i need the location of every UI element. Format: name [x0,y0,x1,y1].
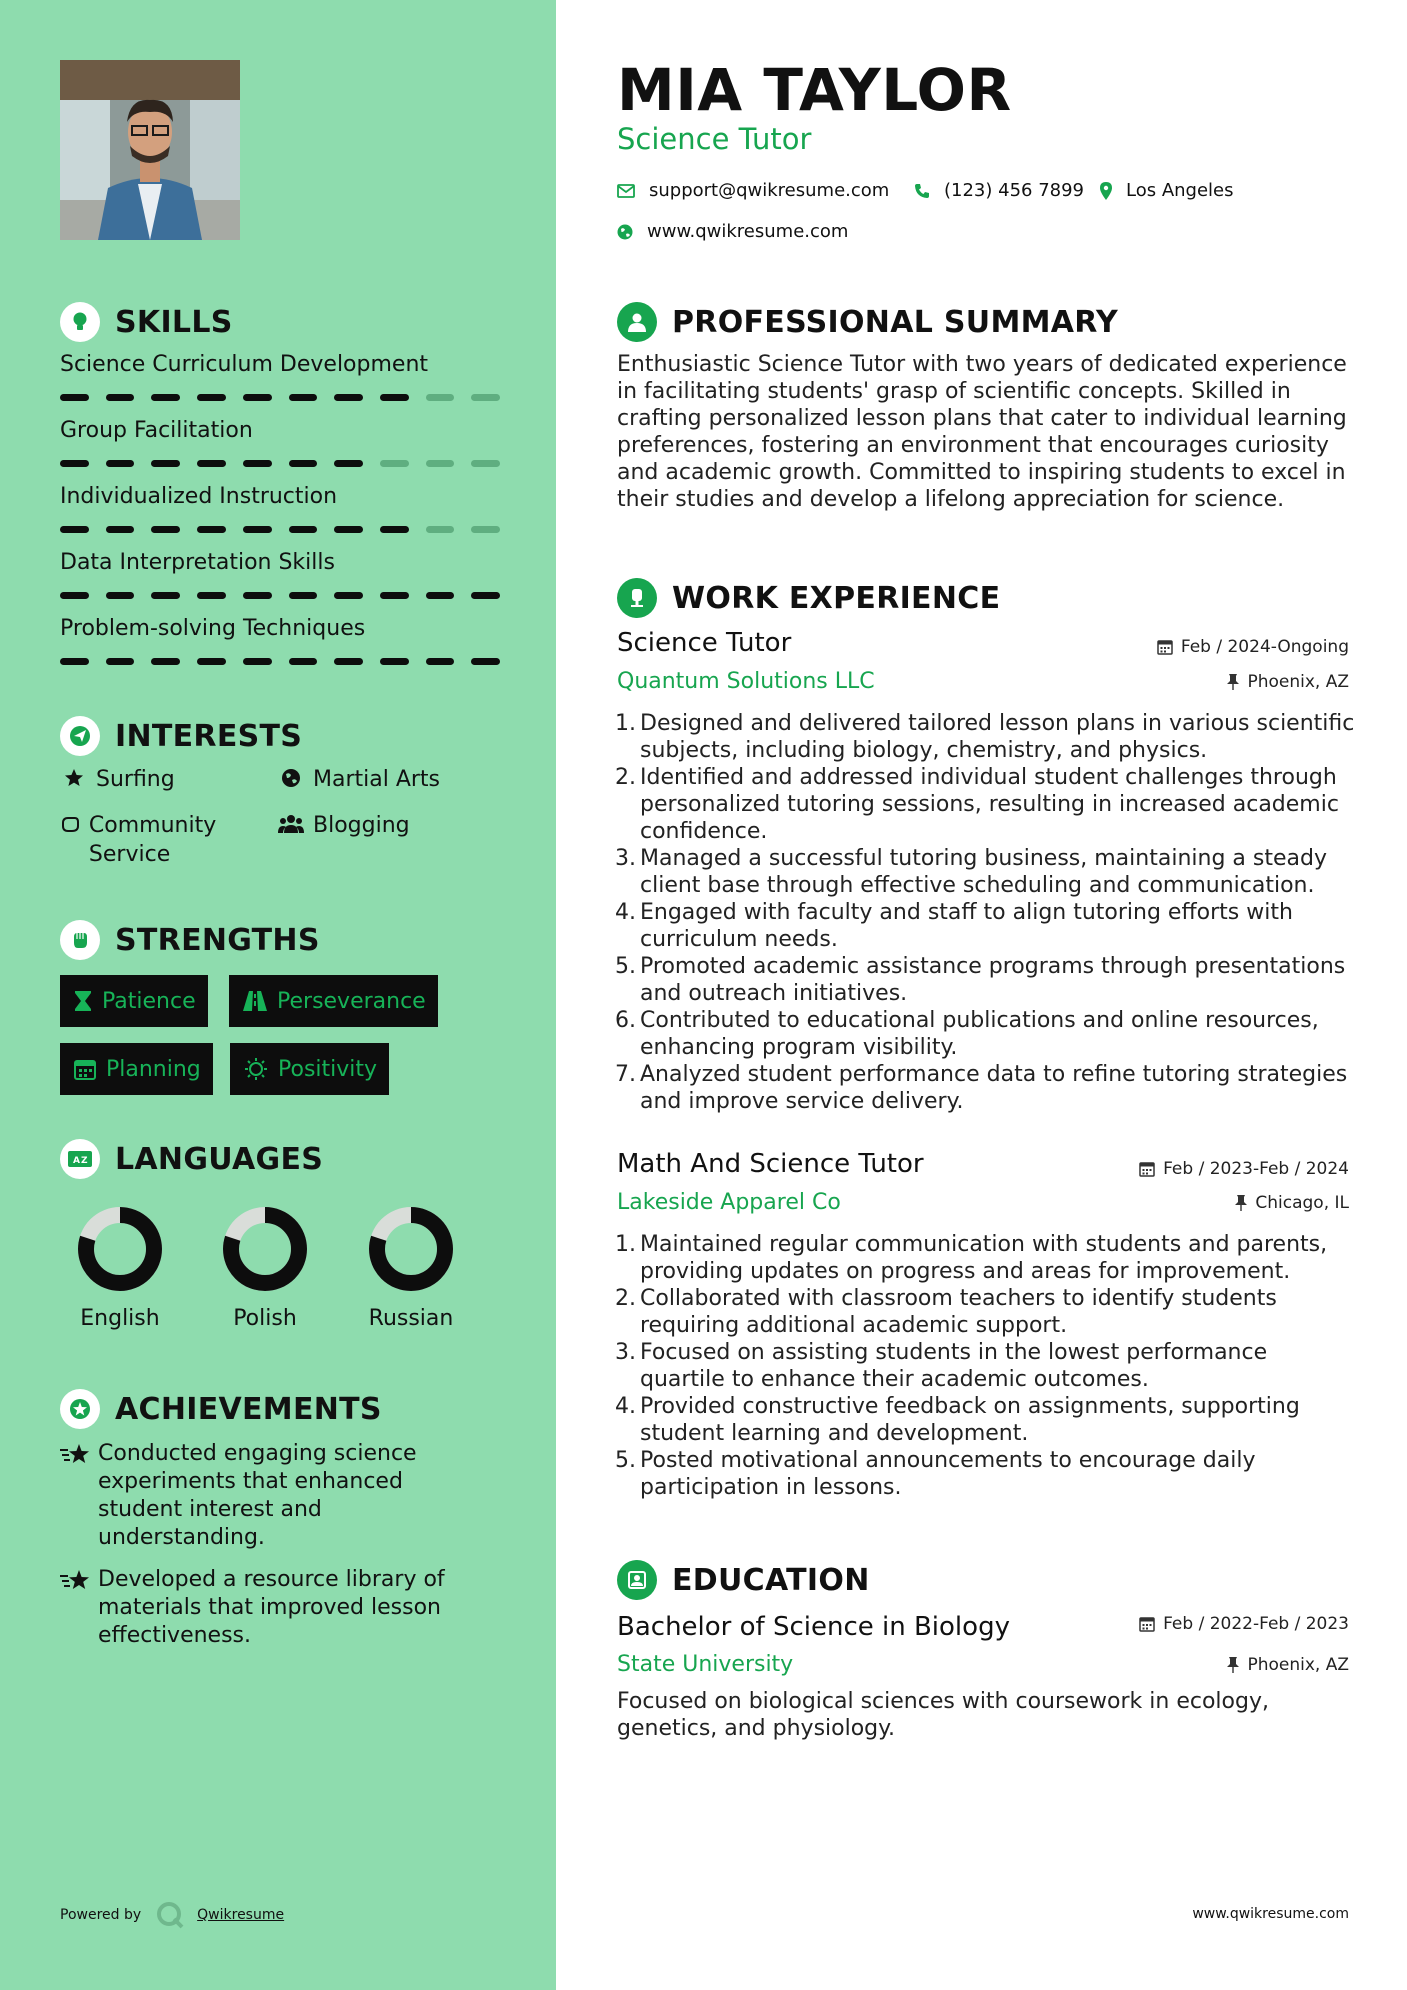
qwikresume-link[interactable]: Qwikresume [197,1907,285,1923]
star-badge-icon [60,1389,100,1429]
job-duties [612,710,1357,1115]
skill-level-segment [243,526,272,533]
skill-level-segment [289,658,318,665]
location-text: Los Angeles [1126,180,1234,201]
duty-text: Focused on assisting students in the lowest performance quartile to enhance their academic outcomes. [640,1340,1268,1392]
duty-text: Designed and delivered tailored lesson plans in various scientific subjects, including biology, chemistry, and physics. [640,711,1355,763]
skill-level-segment [60,526,89,533]
hourglass-icon [74,990,92,1012]
skill-level-segment [106,460,135,467]
summary-heading [617,302,1118,342]
skill-name: Science Curriculum Development [60,352,429,377]
sun-icon [244,1057,268,1081]
language-item [341,1204,481,1331]
strength-label: Patience [102,988,196,1014]
email-text: support@qwikresume.com [649,180,890,201]
skill-level-segment [334,460,363,467]
skill-level-segment [380,394,409,401]
calendar-icon [1139,1616,1155,1632]
strength-chip [60,1043,213,1095]
translate-icon [60,1139,100,1179]
fist-icon [60,920,100,960]
job-title: Science Tutor [617,628,792,658]
skill-level-segment [426,592,455,599]
language-name: Russian [368,1306,454,1331]
globe-icon [617,224,633,240]
skill-level-segment [60,394,89,401]
job-duties [612,1231,1357,1501]
skill-level-segment [60,658,89,665]
job-title: Math And Science Tutor [617,1149,924,1179]
skill-level-segment [243,394,272,401]
skill-item [60,482,500,533]
duty-text: Promoted academic assistance programs through presentations and outreach initiatives. [640,954,1346,1006]
skill-level-segment [106,592,135,599]
duty-text: Contributed to educational publications and online resources, enhancing program visibility. [640,1008,1319,1060]
education-location [1227,1655,1349,1675]
skill-level-segment [151,658,180,665]
user-icon [617,302,657,342]
globe-icon [277,765,305,788]
skill-level-segment [426,526,455,533]
graduation-icon [617,1560,657,1600]
website-contact[interactable] [617,221,848,242]
job-dates [1157,637,1349,657]
duty-text: Managed a successful tutoring business, maintaining a steady client base through effective scheduling and communication. [640,846,1327,898]
job-dates-text: Feb / 2023-Feb / 2024 [1163,1159,1349,1179]
skill-level-segment [243,658,272,665]
interests-heading [60,716,302,756]
duty-item: 2. Identified and addressed individual student challenges through personalized tutoring sessions, resulting in increased academic confidence. [612,764,1357,845]
skill-level-bar [60,394,500,401]
skill-level-segment [334,526,363,533]
skill-level-segment [471,394,500,401]
email-contact[interactable] [617,180,889,201]
duty-item: 4. Engaged with faculty and staff to align tutoring efforts with curriculum needs. [612,899,1357,953]
duty-text: Identified and addressed individual student challenges through personalized tutoring sessions, resulting in increased academic confidence. [640,765,1339,844]
phone-contact[interactable] [914,180,1084,201]
pushpin-icon [1235,1195,1247,1211]
achievements-heading [60,1389,382,1429]
calendar-icon [74,1058,96,1080]
skill-item [60,614,500,665]
language-name: English [80,1306,160,1331]
skill-level-segment [151,526,180,533]
achievement-text: Developed a resource library of materials that improved lesson effectiveness. [98,1567,445,1648]
duty-text: Collaborated with classroom teachers to identify students requiring additional academic support. [640,1286,1277,1338]
skill-level-segment [106,394,135,401]
skill-level-segment [426,658,455,665]
road-icon [243,991,267,1011]
skill-level-segment [426,394,455,401]
skill-level-segment [380,526,409,533]
language-donut [366,1204,456,1294]
skill-level-segment [334,658,363,665]
education-location-text: Phoenix, AZ [1247,1655,1349,1675]
envelope-icon [617,184,635,198]
education-dates [1139,1614,1349,1634]
calendar-icon [1157,639,1173,655]
skill-level-segment [151,592,180,599]
skills-heading [60,302,233,342]
duty-text: Maintained regular communication with students and parents, providing updates on progress and areas for improvement. [640,1232,1328,1284]
education-heading [617,1560,870,1600]
hand-icon [60,811,81,834]
interest-item [60,765,175,794]
strengths-heading [60,920,320,960]
school: State University [617,1652,794,1677]
skill-level-bar [60,526,500,533]
skill-level-segment [289,592,318,599]
achievement-text: Conducted engaging science experiments that enhanced student interest and understanding. [98,1441,417,1550]
briefcase-icon [617,578,657,618]
job-location-text: Chicago, IL [1255,1193,1349,1213]
skill-level-segment [426,460,455,467]
strengths-title: STRENGTHS [115,922,320,958]
interest-item [277,811,410,840]
languages-title: LANGUAGES [115,1141,324,1177]
skill-item [60,548,500,599]
skill-level-segment [289,526,318,533]
shooting-star-icon [60,1566,98,1650]
calendar-icon [1139,1161,1155,1177]
interests-title: INTERESTS [115,718,303,754]
strength-label: Positivity [278,1056,378,1082]
duty-item: 4. Provided constructive feedback on assignments, supporting student learning and development. [612,1393,1357,1447]
duty-text: Posted motivational announcements to encourage daily participation in lessons. [640,1448,1256,1500]
skill-level-segment [471,658,500,665]
duty-item: 5. Promoted academic assistance programs through presentations and outreach initiatives. [612,953,1357,1007]
skill-level-segment [380,460,409,467]
job-company: Lakeside Apparel Co [617,1190,841,1215]
degree: Bachelor of Science in Biology [617,1612,1010,1642]
skill-level-segment [243,592,272,599]
skill-level-segment [334,592,363,599]
interest-label: Surfing [96,767,175,792]
powered-by [60,1900,284,1930]
skill-level-segment [380,592,409,599]
skill-level-segment [289,394,318,401]
footer-website[interactable]: www.qwikresume.com [1192,1906,1349,1922]
skill-level-segment [471,526,500,533]
experience-title: WORK EXPERIENCE [672,580,1001,616]
skill-level-segment [197,658,226,665]
phone-icon [914,183,930,199]
education-dates-text: Feb / 2022-Feb / 2023 [1163,1614,1349,1634]
duty-item: 6. Contributed to educational publications and online resources, enhancing program visibility. [612,1007,1357,1061]
skill-level-segment [106,658,135,665]
skill-name: Data Interpretation Skills [60,550,335,575]
lightbulb-icon [60,302,100,342]
skill-level-segment [197,526,226,533]
skill-level-segment [197,592,226,599]
achievement-item [60,1440,480,1552]
map-pin-icon [1100,182,1112,200]
skill-level-bar [60,592,500,599]
pushpin-icon [1227,1657,1239,1673]
duty-item: 7. Analyzed student performance data to refine tutoring strategies and improve service delivery. [612,1061,1357,1115]
skill-level-segment [197,394,226,401]
skills-title: SKILLS [115,304,233,340]
skill-level-segment [151,460,180,467]
duty-item: 2. Collaborated with classroom teachers to identify students requiring additional academic support. [612,1285,1357,1339]
skill-level-segment [197,460,226,467]
job-location-text: Phoenix, AZ [1247,672,1349,692]
skill-level-segment [151,394,180,401]
skill-level-segment [334,394,363,401]
language-item [50,1204,190,1331]
interest-label: Martial Arts [313,767,441,792]
skill-name: Individualized Instruction [60,484,338,509]
interest-label: Community Service [88,813,217,867]
duty-item: 1. Designed and delivered tailored lesson plans in various scientific subjects, including biology, chemistry, and physics. [612,710,1357,764]
skill-level-segment [106,526,135,533]
job-location [1227,672,1349,692]
skill-level-segment [60,592,89,599]
website-text: www.qwikresume.com [647,221,849,242]
skill-level-bar [60,658,500,665]
interest-label: Blogging [313,813,410,838]
summary-title: PROFESSIONAL SUMMARY [672,304,1119,340]
language-item [195,1204,335,1331]
qwikresume-logo-icon [155,1900,185,1930]
skill-level-bar [60,460,500,467]
duty-item: 1. Maintained regular communication with students and parents, providing updates on progress and areas for improvement. [612,1231,1357,1285]
language-donut [75,1204,165,1294]
skill-level-segment [471,592,500,599]
skill-item [60,416,500,467]
shooting-star-icon [60,1440,98,1552]
languages-heading [60,1139,323,1179]
duty-item: 3. Managed a successful tutoring business, maintaining a steady client base through effective scheduling and communication. [612,845,1357,899]
users-icon [277,811,305,834]
language-name: Polish [233,1306,297,1331]
paper-plane-icon [60,716,100,756]
interest-item [277,765,440,794]
achievement-item [60,1566,480,1650]
profile-photo [60,60,240,240]
job-dates [1139,1159,1349,1179]
education-title: EDUCATION [672,1562,870,1598]
duty-item: 3. Focused on assisting students in the lowest performance quartile to enhance their academic outcomes. [612,1339,1357,1393]
job-dates-text: Feb / 2024-Ongoing [1180,637,1349,657]
language-donut [220,1204,310,1294]
skill-level-segment [289,460,318,467]
job-location [1235,1193,1349,1213]
sidebar [0,0,556,1990]
job-company: Quantum Solutions LLC [617,669,875,694]
summary-text: Enthusiastic Science Tutor with two years of dedicated experience in facilitating students' grasp of scientific concepts. Skilled in crafting personalized lesson plans that cater to individual learning preferences, fostering an environment that encourages curiosity and academic growth. Committed to inspiring students to excel in their studies and develop a lifelong appreciation for science. [617,352,1347,512]
strength-chip [230,1043,389,1095]
duty-text: Provided constructive feedback on assignments, supporting student learning and development. [640,1394,1300,1446]
duty-text: Analyzed student performance data to refine tutoring strategies and improve service delivery. [640,1062,1348,1114]
strength-label: Planning [106,1056,201,1082]
education-description: Focused on biological sciences with coursework in ecology, genetics, and physiology. [617,1689,1269,1741]
duty-text: Engaged with faculty and staff to align tutoring efforts with curriculum needs. [640,900,1293,952]
svg-text:A: A [73,1156,80,1166]
svg-text:Z: Z [81,1156,88,1166]
duty-item: 5. Posted motivational announcements to encourage daily participation in lessons. [612,1447,1357,1501]
strength-chip [229,975,438,1027]
skill-level-segment [471,460,500,467]
pushpin-icon [1227,674,1239,690]
skill-item [60,350,500,401]
skill-level-segment [60,460,89,467]
powered-by-label: Powered by [60,1907,142,1923]
candidate-name: MIA TAYLOR [617,56,1012,124]
star-icon [60,765,88,788]
interest-item [60,811,250,869]
location-contact [1100,180,1234,201]
skill-level-segment [243,460,272,467]
experience-heading [617,578,1000,618]
achievements-title: ACHIEVEMENTS [115,1391,382,1427]
phone-text: (123) 456 7899 [944,180,1085,201]
skill-name: Problem-solving Techniques [60,616,366,641]
candidate-role: Science Tutor [617,122,812,156]
strength-label: Perseverance [277,988,426,1014]
skill-level-segment [380,658,409,665]
strength-chip [60,975,208,1027]
skill-name: Group Facilitation [60,418,253,443]
